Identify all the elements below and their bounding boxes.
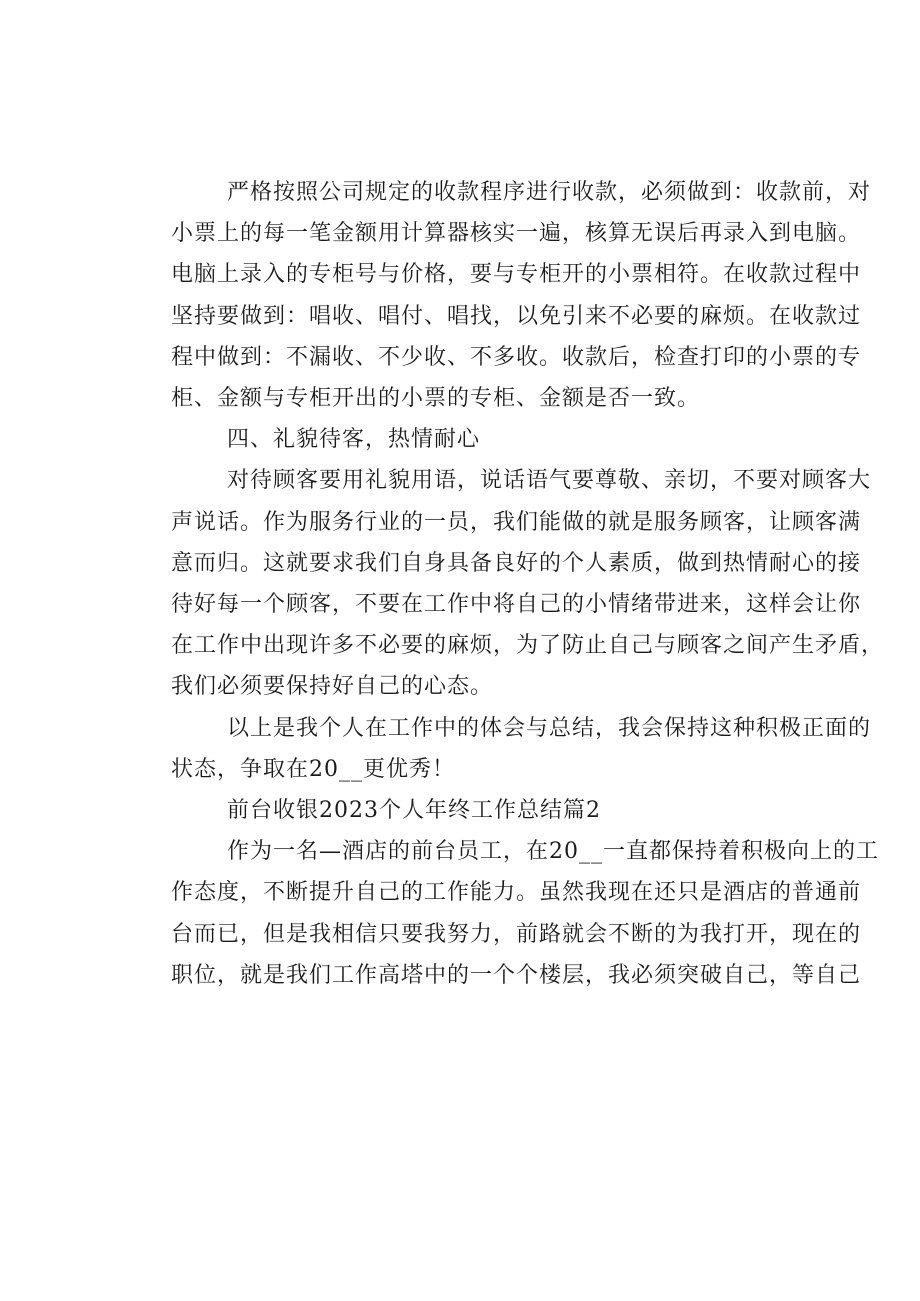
document-body [115,172,885,996]
section-heading-text: 四、礼貌待客，热情耐心 [227,427,481,453]
text-line: 作态度，不断提升自己的工作能力。虽然我现在还只是酒店的普通前 [171,880,862,906]
paragraph-hotel-front-desk [115,831,879,996]
text-line: 作为一名—酒店的前台员工，在20__一直都保持着积极向上的工 [227,839,879,865]
article-title-text: 前台收银2023个人年终工作总结篇2 [227,798,601,824]
text-line: 严格按照公司规定的收款程序进行收款，必须做到：收款前，对 [227,180,872,205]
text-line: 声说话。作为服务行业的一员，我们能做的就是服务顾客，让顾客满 [171,509,862,535]
paragraph-courtesy [115,460,885,707]
text-line: 柜、金额与专柜开出的小票的专柜、金额是否一致。 [171,386,701,412]
text-line: 意而归。这就要求我们自身具备良好的个人素质，做到热情耐心的接 [171,550,862,576]
text-line: 程中做到：不漏收、不少收、不多收。收款后，检查打印的小票的专 [171,344,862,370]
text-line: 台而已，但是我相信只要我努力，前路就会不断的为我打开，现在的 [171,921,862,947]
text-line: 坚持要做到：唱收、唱付、唱找，以免引来不必要的麻烦。在收款过 [171,303,862,329]
article-title [115,790,827,831]
text-line: 待好每一个顾客，不要在工作中将自己的小情绪带进来，这样会让你 [171,592,862,618]
text-line: 我们必须要保持好自己的心态。 [171,674,494,700]
paragraph-checkout-procedure [115,172,872,419]
text-line: 状态，争取在20__更优秀！ [171,756,455,782]
text-line: 以上是我个人在工作中的体会与总结，我会保持这种积极正面的 [227,715,872,741]
text-line: 在工作中出现许多不必要的麻烦，为了防止自己与顾客之间产生矛盾， [171,633,885,659]
text-line: 对待顾客要用礼貌用语，说话语气要尊敬、亲切，不要对顾客大 [227,468,872,494]
paragraph-summary [115,708,872,790]
text-line: 电脑上录入的专柜号与价格，要与专柜开的小票相符。在收款过程中 [171,262,862,288]
text-line: 小票上的每一笔金额用计算器核实一遍，核算无误后再录入到电脑。 [171,221,862,247]
text-line: 职位，就是我们工作高塔中的一个个楼层，我必须突破自己，等自己 [171,962,862,988]
section-heading [115,419,827,460]
